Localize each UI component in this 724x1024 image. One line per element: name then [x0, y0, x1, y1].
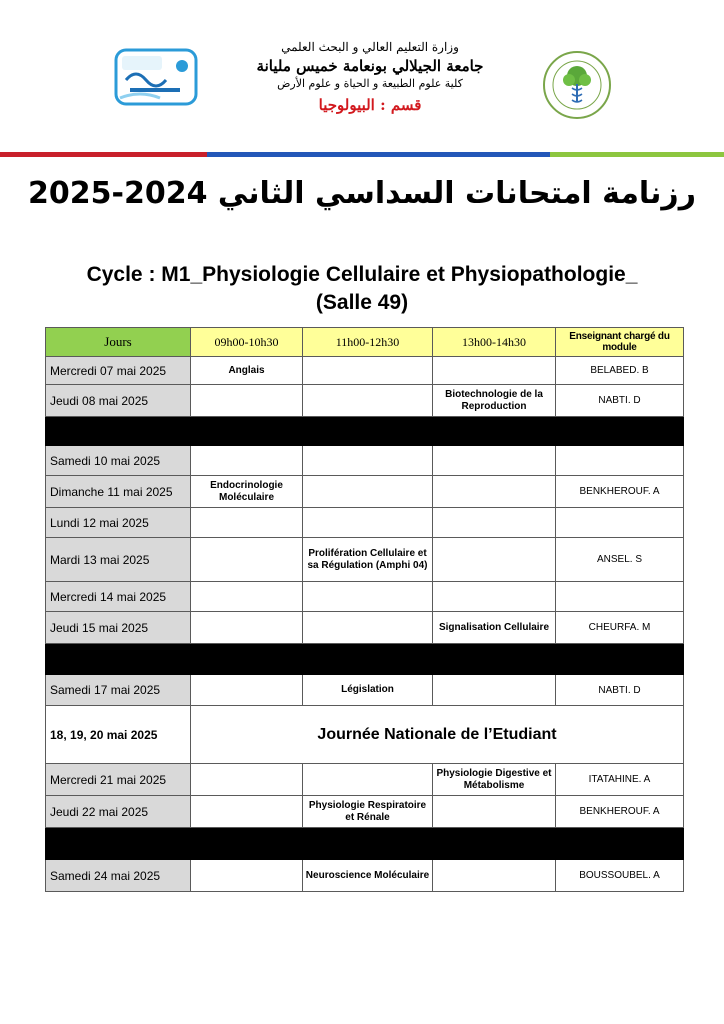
header-stripe-red	[0, 152, 207, 157]
header-day: Jours	[46, 328, 191, 357]
document-header	[0, 0, 724, 160]
header-teacher: Enseignant chargé du module	[556, 328, 684, 357]
university-logo	[112, 46, 200, 108]
teacher-cell	[556, 446, 684, 476]
separator-row	[46, 644, 684, 675]
slot-3-cell	[433, 508, 556, 538]
slot-2-cell: Prolifération Cellulaire et sa Régulation (Amphi 04)	[303, 538, 433, 582]
ministry-name: وزارة التعليم العالي و البحث العلمي	[281, 40, 459, 54]
slot-1-cell	[191, 612, 303, 644]
separator-row	[46, 828, 684, 860]
slot-3-cell	[433, 446, 556, 476]
day-cell: Samedi 17 mai 2025	[46, 675, 191, 706]
slot-3-cell: Physiologie Digestive et Métabolisme	[433, 764, 556, 796]
slot-1-cell	[191, 446, 303, 476]
exam-calendar-title: رزنامة امتحانات السداسي الثاني 2024-2025	[28, 176, 696, 211]
day-cell: Jeudi 08 mai 2025	[46, 385, 191, 417]
slot-2-cell	[303, 385, 433, 417]
slot-2-cell: Physiologie Respiratoire et Rénale	[303, 796, 433, 828]
table-row	[46, 860, 684, 892]
slot-2-cell: Neuroscience Moléculaire	[303, 860, 433, 892]
slot-2-cell	[303, 764, 433, 796]
slot-1-cell	[191, 385, 303, 417]
slot-2-cell	[303, 582, 433, 612]
slot-2-cell: Législation	[303, 675, 433, 706]
event-row	[46, 706, 684, 764]
slot-1-cell	[191, 582, 303, 612]
day-cell: Mercredi 14 mai 2025	[46, 582, 191, 612]
day-cell: Mercredi 07 mai 2025	[46, 357, 191, 385]
faculty-seal-logo	[542, 50, 612, 120]
teacher-cell: BENKHEROUF. A	[556, 796, 684, 828]
slot-1-cell: Endocrinologie Moléculaire	[191, 476, 303, 508]
header-stripe-green	[550, 152, 724, 157]
slot-2-cell	[303, 357, 433, 385]
table-row	[46, 357, 684, 385]
teacher-cell: BELABED. B	[556, 357, 684, 385]
exam-schedule-table	[45, 327, 684, 892]
slot-2-cell	[303, 612, 433, 644]
day-cell: Mercredi 21 mai 2025	[46, 764, 191, 796]
slot-3-cell	[433, 860, 556, 892]
slot-1-cell	[191, 508, 303, 538]
table-row	[46, 582, 684, 612]
header-slot-2: 11h00-12h30	[303, 328, 433, 357]
slot-1-cell	[191, 860, 303, 892]
teacher-cell: NABTI. D	[556, 385, 684, 417]
department-name: قسم : البيولوجيا	[318, 96, 422, 114]
slot-1-cell	[191, 675, 303, 706]
slot-3-cell	[433, 582, 556, 612]
slot-3-cell: Signalisation Cellulaire	[433, 612, 556, 644]
slot-1-cell: Anglais	[191, 357, 303, 385]
faculty-name: كلية علوم الطبيعة و الحياة و علوم الأرض	[277, 77, 463, 90]
separator-row	[46, 417, 684, 446]
teacher-cell: ITATAHINE. A	[556, 764, 684, 796]
header-slot-3: 13h00-14h30	[433, 328, 556, 357]
teacher-cell: ANSEL. S	[556, 538, 684, 582]
day-cell: Samedi 24 mai 2025	[46, 860, 191, 892]
table-row	[46, 764, 684, 796]
slot-3-cell	[433, 357, 556, 385]
teacher-cell	[556, 508, 684, 538]
slot-2-cell	[303, 508, 433, 538]
table-row	[46, 612, 684, 644]
university-name: جامعة الجيلالي بونعامة خميس مليانة	[256, 57, 484, 75]
teacher-cell: BOUSSOUBEL. A	[556, 860, 684, 892]
table-row	[46, 446, 684, 476]
slot-1-cell	[191, 538, 303, 582]
header-stripe-blue	[207, 152, 550, 157]
day-cell: Samedi 10 mai 2025	[46, 446, 191, 476]
day-cell: Jeudi 22 mai 2025	[46, 796, 191, 828]
table-header-row	[46, 328, 684, 357]
day-cell: Dimanche 11 mai 2025	[46, 476, 191, 508]
day-cell: Mardi 13 mai 2025	[46, 538, 191, 582]
slot-3-cell	[433, 538, 556, 582]
slot-3-cell	[433, 476, 556, 508]
slot-1-cell	[191, 764, 303, 796]
cycle-line-2: (Salle 49)	[315, 291, 409, 314]
day-cell: Jeudi 15 mai 2025	[46, 612, 191, 644]
table-row	[46, 508, 684, 538]
teacher-cell	[556, 582, 684, 612]
cycle-line-1: Cycle : M1_Physiologie Cellulaire et Physiopathologie_	[86, 263, 638, 286]
teacher-cell: NABTI. D	[556, 675, 684, 706]
header-slot-1: 09h00-10h30	[191, 328, 303, 357]
table-row	[46, 538, 684, 582]
slot-3-cell	[433, 796, 556, 828]
teacher-cell: BENKHEROUF. A	[556, 476, 684, 508]
table-row	[46, 476, 684, 508]
slot-2-cell	[303, 446, 433, 476]
day-cell: Lundi 12 mai 2025	[46, 508, 191, 538]
cycle-title	[40, 261, 684, 317]
slot-3-cell	[433, 675, 556, 706]
institution-lines	[200, 38, 540, 118]
table-row	[46, 675, 684, 706]
slot-1-cell	[191, 796, 303, 828]
slot-3-cell: Biotechnologie de la Reproduction	[433, 385, 556, 417]
slot-2-cell	[303, 476, 433, 508]
event-cell: Journée Nationale de l’Etudiant	[191, 706, 684, 764]
table-row	[46, 796, 684, 828]
table-row	[46, 385, 684, 417]
teacher-cell: CHEURFA. M	[556, 612, 684, 644]
day-cell: 18, 19, 20 mai 2025	[46, 706, 191, 764]
